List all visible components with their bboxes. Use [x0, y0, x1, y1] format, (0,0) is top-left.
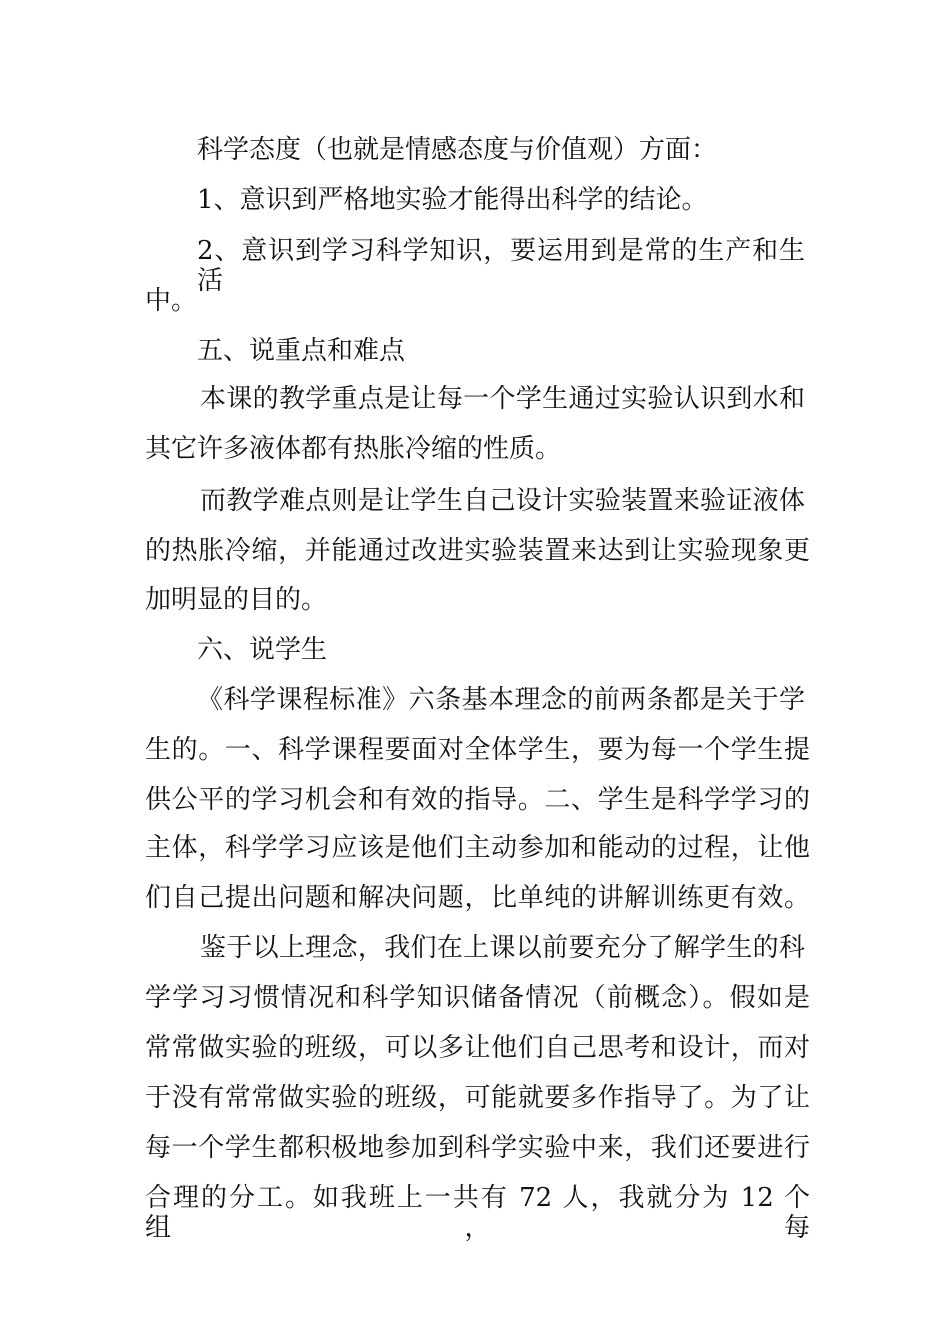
paragraph-difficulty-line-3: 加明显的目的。: [145, 585, 328, 615]
paragraph-standards-line-3: 供公平的学习机会和有效的指导。二、学生是科学学习的: [145, 785, 810, 815]
paragraph-key-point-line-1: 本课的教学重点是让每一个学生通过实验认识到水和: [200, 384, 805, 414]
paragraph-difficulty-line-2: 的热胀冷缩，并能通过改进实验装置来达到让实验现象更: [145, 536, 810, 566]
paragraph-standards-line-2: 生的。一、科学课程要面对全体学生，要为每一个学生提: [145, 735, 810, 765]
paragraph-plan-line-4: 于没有常常做实验的班级，可能就要多作指导了。为了让: [145, 1083, 810, 1113]
paragraph-plan-line-3: 常常做实验的班级，可以多让他们自己思考和设计，而对: [145, 1033, 810, 1063]
paragraph-plan-line-2: 学学习习惯情况和科学知识储备情况（前概念）。假如是: [145, 983, 810, 1013]
paragraph-standards-line-1: 《科学课程标准》六条基本理念的前两条都是关于学: [197, 685, 805, 715]
paragraph-plan-line-6: 合理的分工。如我班上一共有 72 人，我就分为 12 个组，每: [145, 1183, 810, 1243]
list-item-1: 1、意识到严格地实验才能得出科学的结论。: [197, 185, 708, 215]
section-heading-students: 六、说学生: [197, 635, 328, 665]
section-heading-key-points: 五、说重点和难点: [197, 336, 406, 366]
paragraph-standards-line-5: 们自己提出问题和解决问题，比单纯的讲解训练更有效。: [145, 883, 810, 913]
paragraph-plan-line-1: 鉴于以上理念，我们在上课以前要充分了解学生的科: [200, 933, 805, 963]
list-item-2-line-1: 2、意识到学习科学知识，要运用到是常的生产和生活: [197, 236, 805, 296]
paragraph-standards-line-4: 主体，科学学习应该是他们主动参加和能动的过程，让他: [145, 833, 810, 863]
paragraph-difficulty-line-1: 而教学难点则是让学生自己设计实验装置来验证液体: [200, 486, 805, 516]
section-heading-attitude: 科学态度（也就是情感态度与价值观）方面：: [197, 135, 718, 165]
list-item-2-line-2: 中。: [145, 286, 198, 316]
paragraph-key-point-line-2: 其它许多液体都有热胀冷缩的性质。: [145, 434, 562, 464]
paragraph-plan-line-5: 每一个学生都积极地参加到科学实验中来，我们还要进行: [145, 1133, 810, 1163]
